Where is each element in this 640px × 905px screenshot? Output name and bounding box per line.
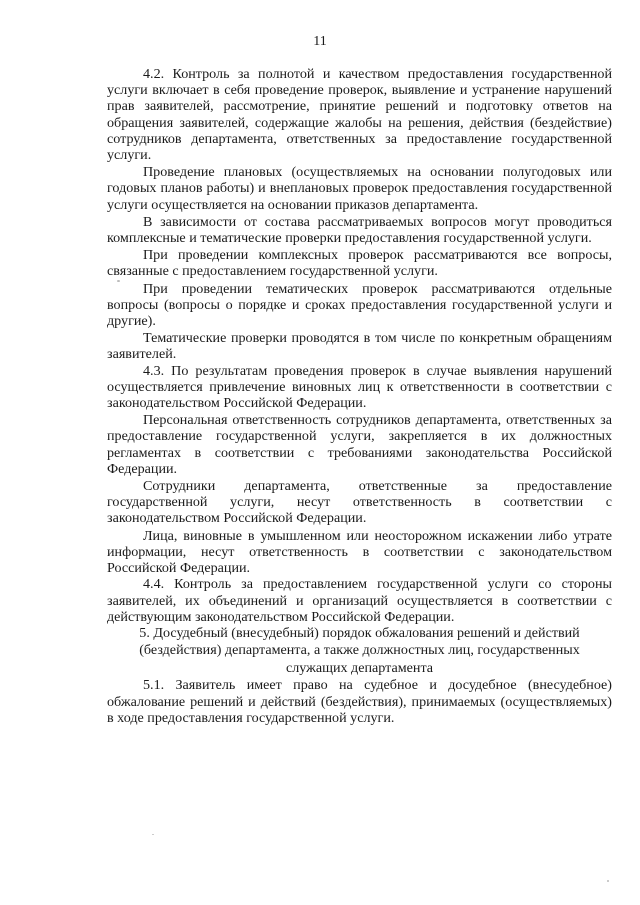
section-5-heading: 5. Досудебный (внесудебный) порядок обжалования решений и действий (бездействия) департамента, а также должностных лиц, государственных служащих департамента (139, 624, 580, 676)
paragraph-4-3: 4.3. По результатам проведения проверок в случае выявления нарушений осуществляется привлечение виновных лиц к ответственности в соответствии с законодательством Российской Федерации. (107, 362, 612, 412)
paragraph-5-1: 5.1. Заявитель имеет право на судебное и досудебное (внесудебное) обжалование решений и действий (бездействия), принимаемых (осуществляемых) в ходе предоставления государственной услуги. (107, 677, 612, 726)
paragraph-4-2: 4.2. Контроль за полнотой и качеством предоставления государственной услуги включает в себя проведение проверок, выявление и устранение нарушений прав заявителей, рассмотрение, принятие решений и подготовку ответов на обращения заявителей, содержащие жалобы на решения, действия (бездействие) сотрудников департамента, ответственных за предоставление государственной услуги. (107, 66, 612, 164)
paragraph-personal-responsibility: Персональная ответственность сотрудников департамента, ответственных за предоставление государственной услуги, закрепляется в их должностных регламентах в соответствии с требованиями законодательства Российской Федерации. (107, 412, 612, 477)
paragraph-thematic-inspections: При проведении тематических проверок рассматриваются отдельные вопросы (вопросы о порядке и сроках предоставления государственной услуги и другие). (107, 280, 612, 330)
paragraph-complex-inspections: При проведении комплексных проверок рассматриваются все вопросы, связанные с предоставлением государственной услуги. (107, 247, 612, 280)
scan-speck (117, 280, 120, 282)
scan-speck (607, 880, 609, 882)
paragraph-4-4: 4.4. Контроль за предоставлением государственной услуги со стороны заявителей, их объединений и организаций осуществляется в соответствии с действующим законодательством Российской Федерации. (107, 576, 612, 625)
paragraph-planned-inspections: Проведение плановых (осуществляемых на основании полугодовых или годовых планов работы) и внеплановых проверок предоставления государственной услуги осуществляется на основании приказов департамента. (107, 164, 612, 213)
document-body (107, 66, 612, 726)
paragraph-employees-responsibility: Сотрудники департамента, ответственные за предоставление государственной услуги, несут ответственность в соответствии с законодательством Российской Федерации. (107, 478, 612, 527)
paragraph-inspection-types: В зависимости от состава рассматриваемых вопросов могут проводиться комплексные и тематические проверки предоставления государственной услуги. (107, 213, 612, 247)
scan-speck (152, 834, 154, 835)
paragraph-thematic-by-requests: Тематические проверки проводятся в том числе по конкретным обращениям заявителей. (107, 330, 612, 363)
page-number: 11 (313, 34, 327, 49)
paragraph-information-distortion: Лица, виновные в умышленном или неосторожном искажении либо утрате информации, несут ответственность в соответствии с законодательством Российской Федерации. (107, 527, 612, 577)
